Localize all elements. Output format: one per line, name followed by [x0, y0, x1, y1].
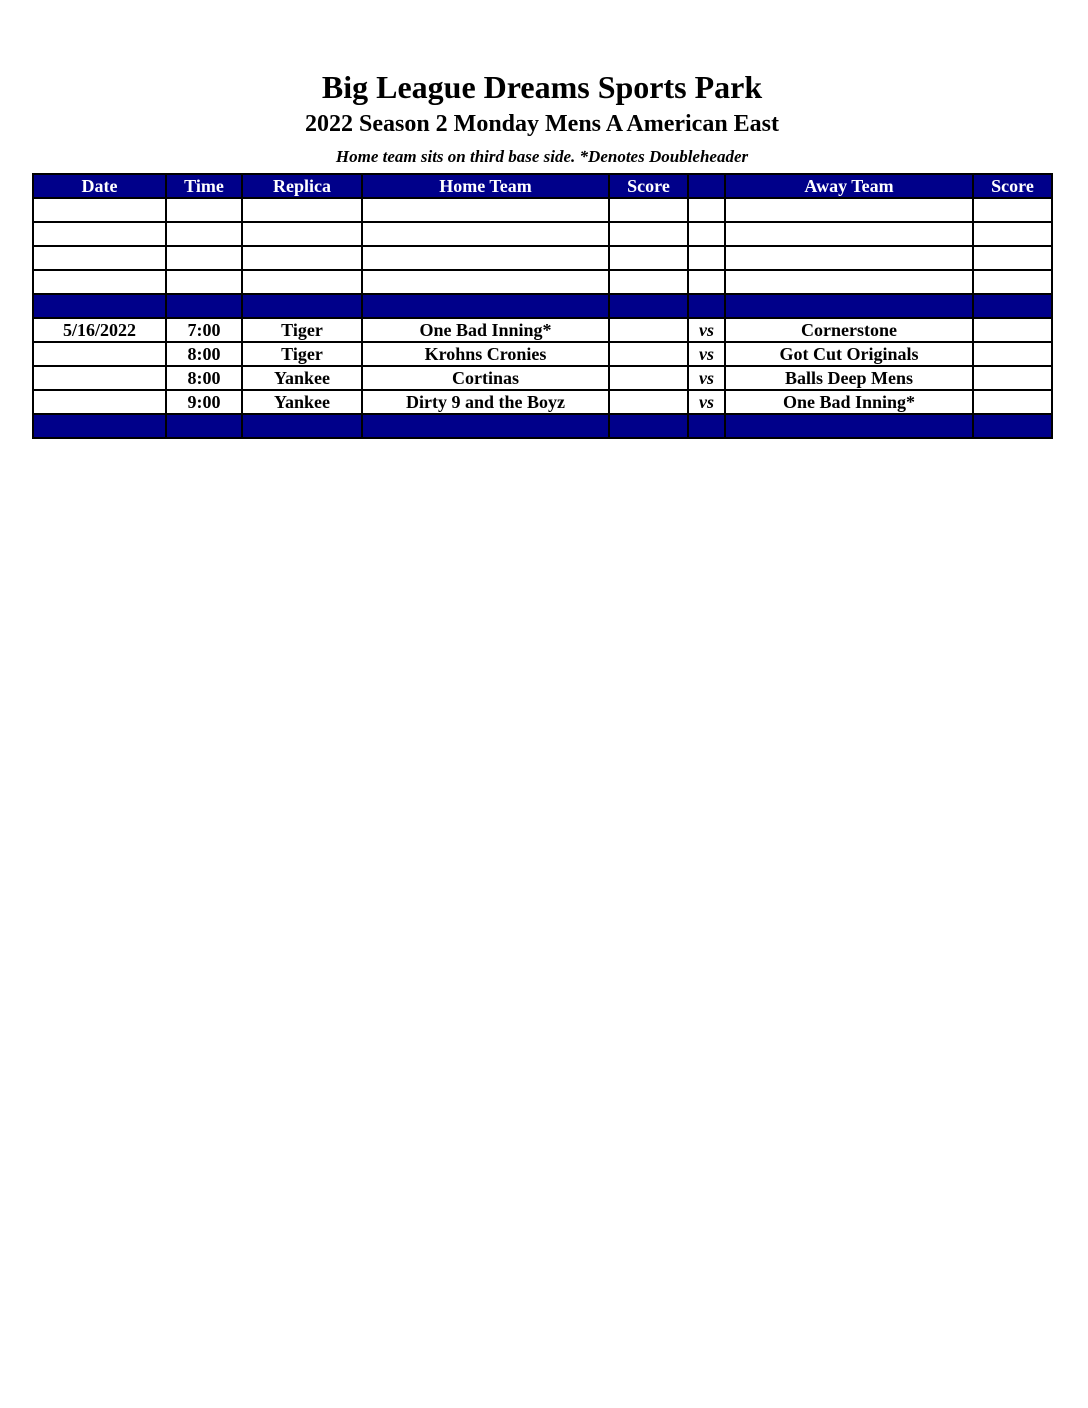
game-away-team: Balls Deep Mens — [725, 366, 973, 390]
empty-cell — [242, 270, 362, 294]
game-vs: vs — [688, 342, 725, 366]
empty-cell — [166, 270, 242, 294]
game-time: 8:00 — [166, 342, 242, 366]
game-away-team: One Bad Inning* — [725, 390, 973, 414]
empty-cell — [33, 198, 166, 222]
empty-cell — [242, 198, 362, 222]
band-cell — [688, 414, 725, 438]
empty-cell — [688, 198, 725, 222]
empty-cell — [973, 246, 1052, 270]
empty-cell — [33, 222, 166, 246]
band-cell — [973, 294, 1052, 318]
band-cell — [688, 294, 725, 318]
game-home-score — [609, 366, 688, 390]
game-row — [33, 342, 1052, 366]
band-cell — [362, 294, 609, 318]
empty-cell — [725, 222, 973, 246]
band-cell — [725, 294, 973, 318]
empty-cell — [725, 270, 973, 294]
game-away-score — [973, 318, 1052, 342]
empty-cell — [242, 222, 362, 246]
band-cell — [33, 294, 166, 318]
empty-cell — [609, 198, 688, 222]
empty-row — [33, 198, 1052, 222]
game-vs: vs — [688, 366, 725, 390]
empty-cell — [688, 270, 725, 294]
col-header-time: Time — [166, 174, 242, 198]
empty-cell — [725, 198, 973, 222]
col-header-replica: Replica — [242, 174, 362, 198]
game-replica: Tiger — [242, 342, 362, 366]
empty-cell — [33, 270, 166, 294]
empty-cell — [609, 270, 688, 294]
band-cell — [242, 414, 362, 438]
empty-cell — [166, 246, 242, 270]
band-cell — [33, 414, 166, 438]
page-subtitle: 2022 Season 2 Monday Mens A American East — [304, 111, 780, 137]
band-cell — [725, 414, 973, 438]
game-row — [33, 390, 1052, 414]
schedule-note: Home team sits on third base side. *Denotes Doubleheader — [335, 147, 749, 166]
game-date: 5/16/2022 — [33, 318, 166, 342]
col-header-date: Date — [33, 174, 166, 198]
game-away-score — [973, 390, 1052, 414]
col-header-away-score: Score — [973, 174, 1052, 198]
col-header-vs — [688, 174, 725, 198]
game-vs: vs — [688, 318, 725, 342]
game-vs: vs — [688, 390, 725, 414]
game-date — [33, 390, 166, 414]
band-cell — [166, 414, 242, 438]
game-home-score — [609, 390, 688, 414]
empty-cell — [362, 198, 609, 222]
empty-row — [33, 246, 1052, 270]
game-home-score — [609, 342, 688, 366]
empty-cell — [362, 222, 609, 246]
game-time: 7:00 — [166, 318, 242, 342]
game-away-score — [973, 366, 1052, 390]
game-away-score — [973, 342, 1052, 366]
band-cell — [609, 294, 688, 318]
empty-cell — [362, 270, 609, 294]
game-home-score — [609, 318, 688, 342]
game-home-team: Cortinas — [362, 366, 609, 390]
game-row — [33, 318, 1052, 342]
game-time: 9:00 — [166, 390, 242, 414]
band-cell — [166, 294, 242, 318]
empty-cell — [609, 222, 688, 246]
game-home-team: Dirty 9 and the Boyz — [362, 390, 609, 414]
band-cell — [973, 414, 1052, 438]
game-time: 8:00 — [166, 366, 242, 390]
game-home-team: Krohns Cronies — [362, 342, 609, 366]
band-cell — [609, 414, 688, 438]
page-title: Big League Dreams Sports Park — [321, 69, 763, 105]
col-header-home-team: Home Team — [362, 174, 609, 198]
empty-row — [33, 270, 1052, 294]
separator-band-row — [33, 414, 1052, 438]
header-row — [33, 174, 1052, 198]
band-cell — [242, 294, 362, 318]
empty-cell — [973, 222, 1052, 246]
empty-row — [33, 222, 1052, 246]
separator-band-row — [33, 294, 1052, 318]
empty-cell — [609, 246, 688, 270]
empty-cell — [725, 246, 973, 270]
band-cell — [362, 414, 609, 438]
col-header-away-team: Away Team — [725, 174, 973, 198]
game-replica: Yankee — [242, 390, 362, 414]
game-replica: Yankee — [242, 366, 362, 390]
game-home-team: One Bad Inning* — [362, 318, 609, 342]
empty-cell — [688, 246, 725, 270]
game-away-team: Cornerstone — [725, 318, 973, 342]
game-date — [33, 366, 166, 390]
game-row — [33, 366, 1052, 390]
empty-cell — [166, 198, 242, 222]
empty-cell — [33, 246, 166, 270]
empty-cell — [688, 222, 725, 246]
empty-cell — [973, 198, 1052, 222]
empty-cell — [242, 246, 362, 270]
empty-cell — [973, 270, 1052, 294]
col-header-home-score: Score — [609, 174, 688, 198]
game-date — [33, 342, 166, 366]
game-away-team: Got Cut Originals — [725, 342, 973, 366]
game-replica: Tiger — [242, 318, 362, 342]
empty-cell — [166, 222, 242, 246]
empty-cell — [362, 246, 609, 270]
schedule-table — [32, 173, 1053, 439]
